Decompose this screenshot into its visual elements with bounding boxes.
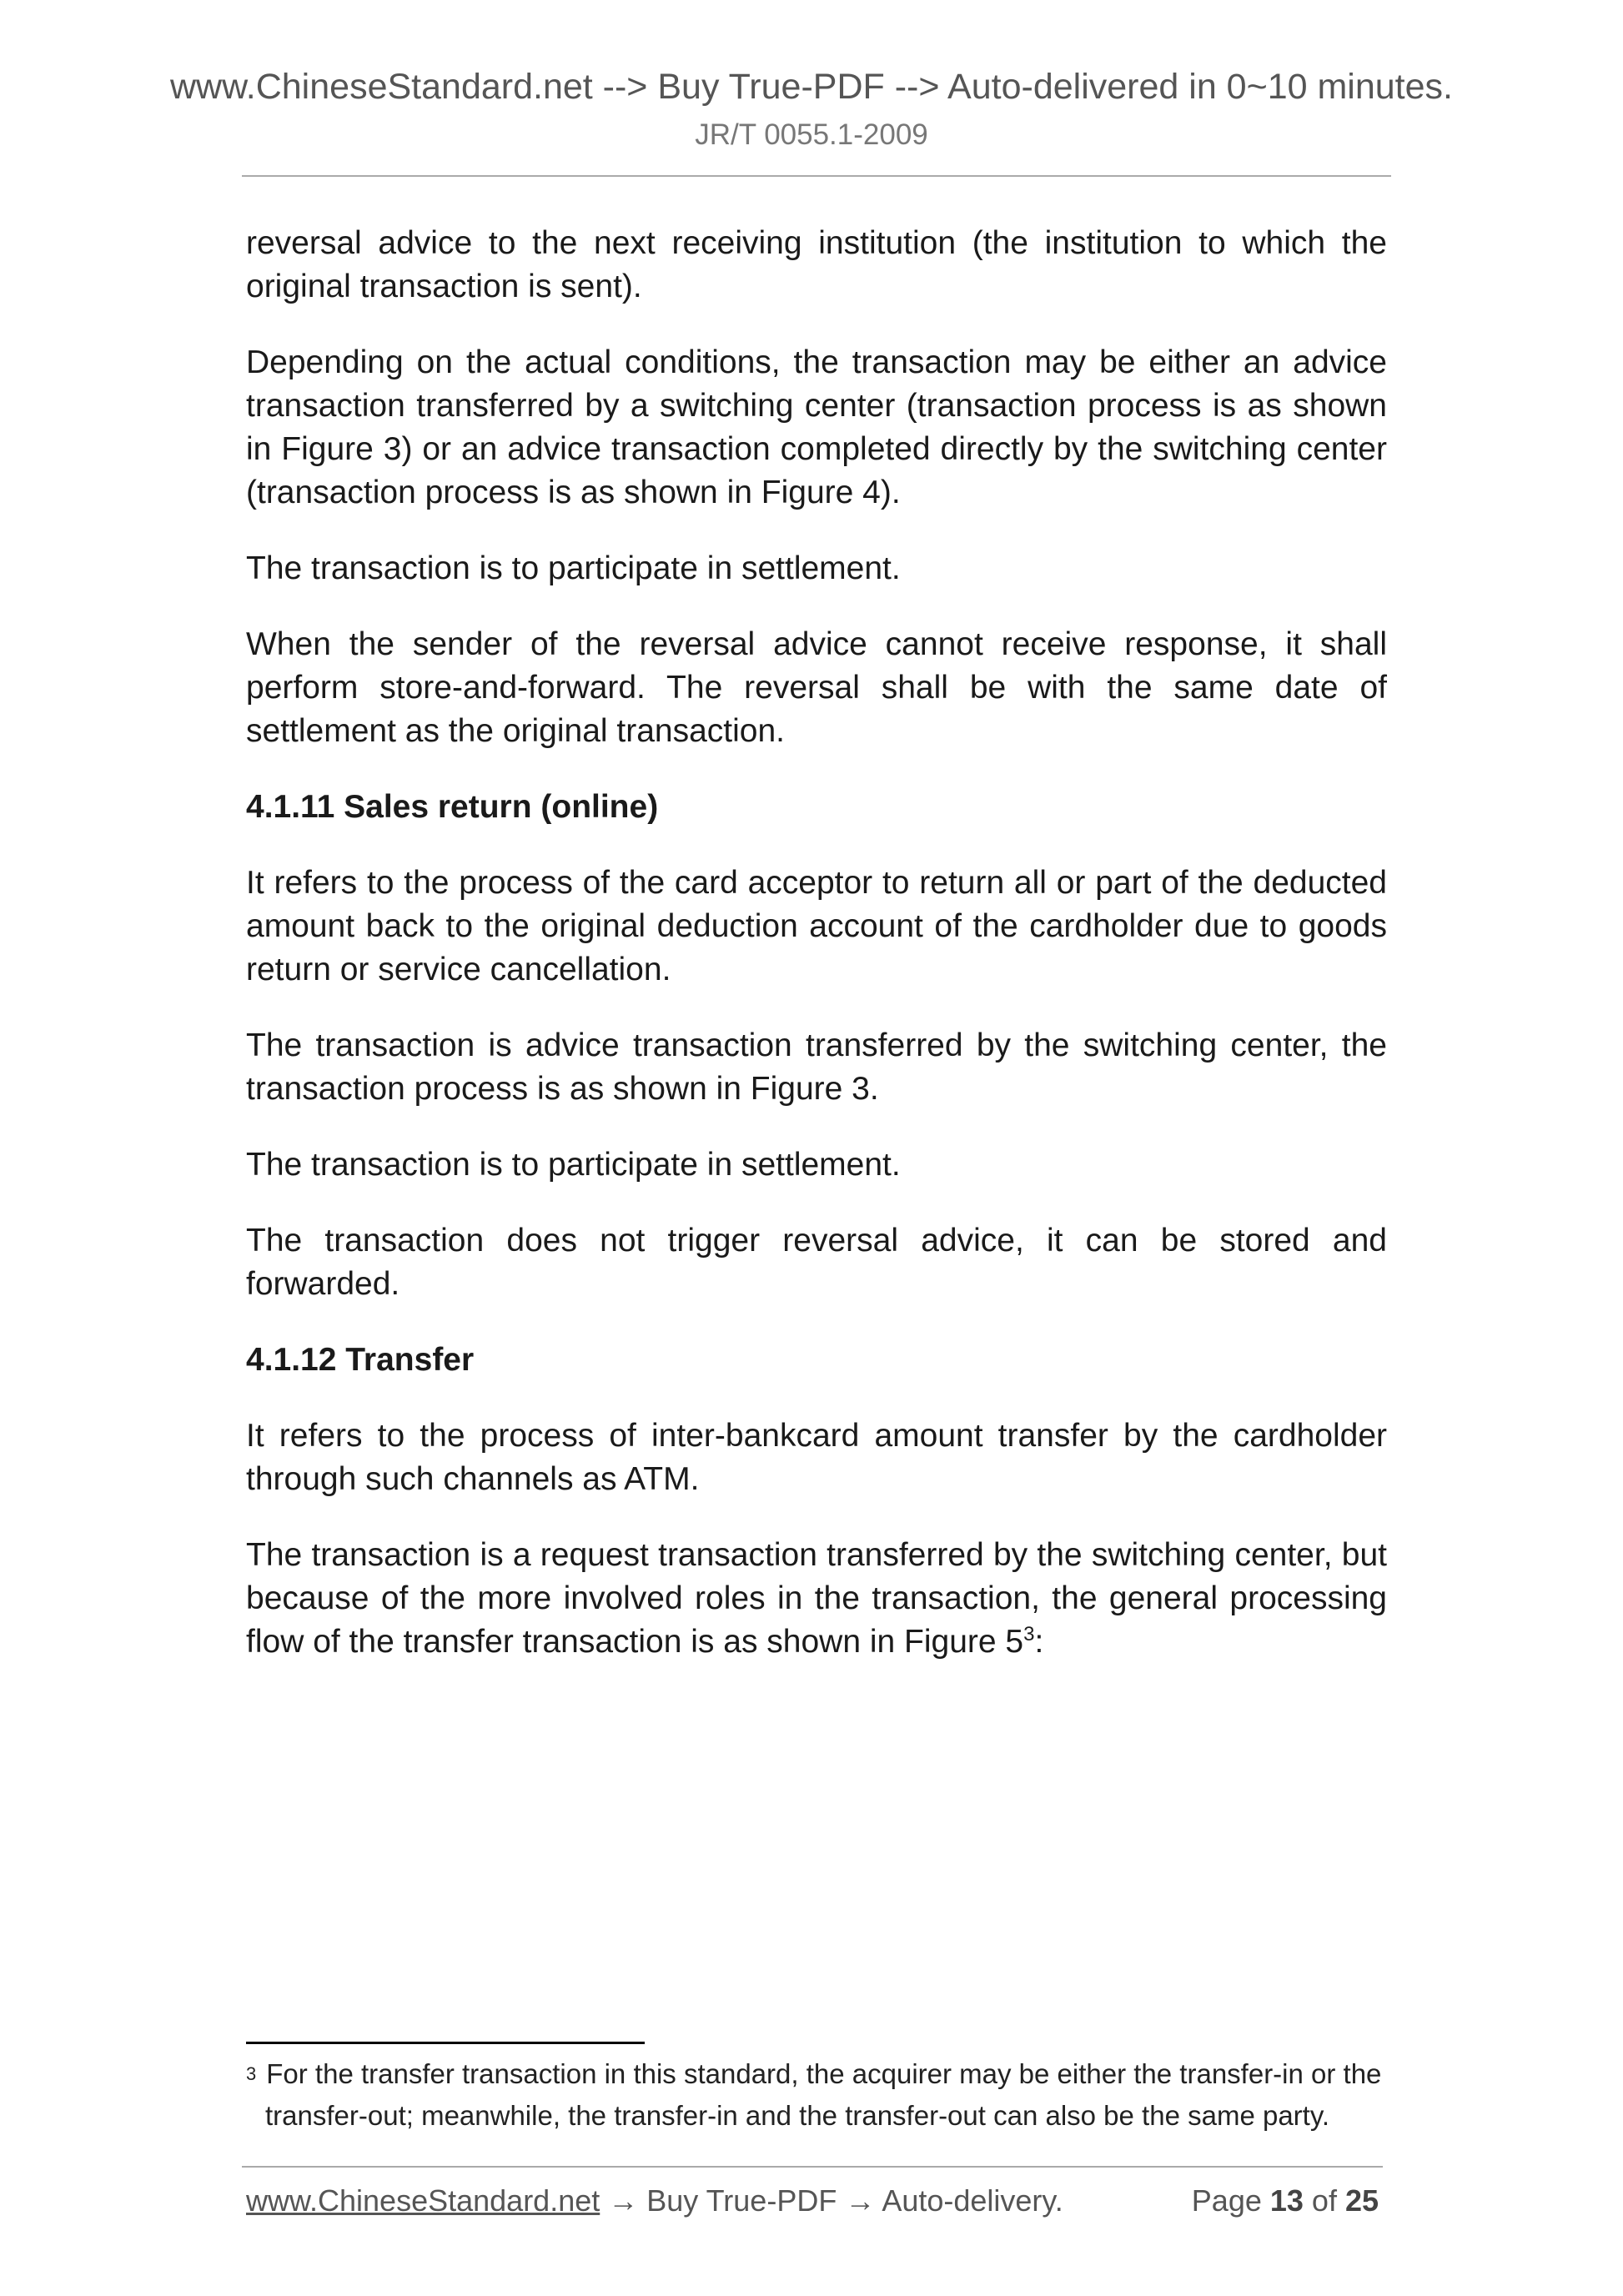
footer-text: → Buy True-PDF → Auto-delivery. xyxy=(600,2183,1063,2218)
footer-divider xyxy=(242,2166,1383,2168)
header-banner: www.ChineseStandard.net --> Buy True-PDF --> Auto-delivered in 0~10 minutes. xyxy=(169,67,1453,107)
footnote-mark: 3 xyxy=(246,2063,257,2084)
footnote-line xyxy=(246,2053,1387,2095)
paragraph: It refers to the process of the card acceptor to return all or part of the deducted amount back to the original deduction account of the cardholder due to goods return or service cancellation. xyxy=(246,865,1387,987)
page-of: of xyxy=(1303,2183,1345,2218)
paragraph: The transaction does not trigger reversal advice, it can be stored and forwarded. xyxy=(246,1223,1387,1302)
paragraph: The transaction is to participate in settlement. xyxy=(246,550,901,586)
document-body xyxy=(246,222,1387,1696)
paragraph: When the sender of the reversal advice cannot receive response, it shall perform store-and-forward. The reversal shall be with the same date of settlement as the original transaction. xyxy=(246,626,1387,749)
paragraph: Depending on the actual conditions, the transaction may be either an advice transaction transferred by a switching center (transaction process is as shown in Figure 3) or an advice transaction completed directly by the switching center (transaction process is as shown in Figure 4). xyxy=(246,344,1387,510)
footer xyxy=(246,2183,1379,2219)
page-total: 25 xyxy=(1344,2183,1379,2218)
paragraph: reversal advice to the next receiving institution (the institution to which the original transaction is sent). xyxy=(246,225,1387,304)
paragraph: It refers to the process of inter-bankcard amount transfer by the cardholder through such channels as ATM. xyxy=(246,1418,1387,1497)
paragraph: The transaction is advice transaction transferred by the switching center, the transaction process is as shown in Figure 3. xyxy=(246,1027,1387,1107)
footnote-line: transfer-out; meanwhile, the transfer-in and the transfer-out can also be the same party. xyxy=(265,2100,1330,2131)
page-prefix: Page xyxy=(1191,2183,1270,2218)
paragraph: The transaction is to participate in settlement. xyxy=(246,1147,901,1183)
document-number: JR/T 0055.1-2009 xyxy=(695,118,928,151)
paragraph xyxy=(246,1534,1387,1664)
section-heading: 4.1.11 Sales return (online) xyxy=(246,789,659,825)
paragraph-tail: : xyxy=(1034,1624,1044,1660)
footnote xyxy=(246,2053,1387,2137)
footnote-separator xyxy=(246,2042,645,2044)
page-current: 13 xyxy=(1269,2183,1304,2218)
footer-link[interactable]: www.ChineseStandard.net xyxy=(246,2183,600,2218)
section-heading: 4.1.12 Transfer xyxy=(246,1342,475,1378)
footnote-reference[interactable]: 3 xyxy=(1023,1623,1035,1645)
paragraph-text: The transaction is a request transaction transferred by the switching center, but because of the more involved roles in the transaction, the general processing flow of the transfer transaction is as shown in Figure 5 xyxy=(246,1537,1387,1660)
header-divider xyxy=(242,175,1391,177)
footnote-text: For the transfer transaction in this standard, the acquirer may be either the transfer-in or the xyxy=(266,2058,1382,2089)
page-indicator xyxy=(1192,2183,1379,2219)
